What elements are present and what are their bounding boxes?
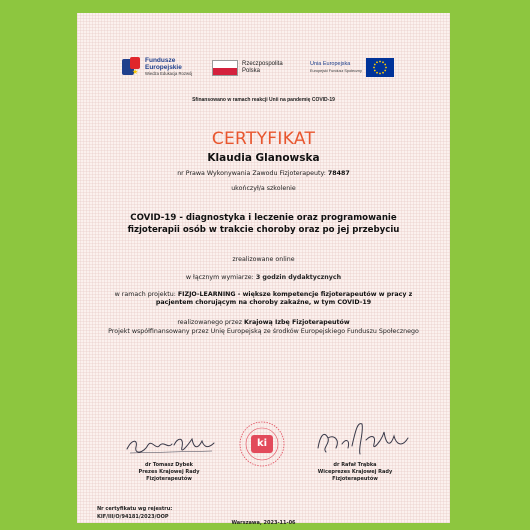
- stamp-ki-text: ki: [256, 438, 268, 449]
- course-title-line2: fizjoterapii osób w trakcie choroby oraz po jej przebyciu: [127, 225, 400, 235]
- signer-left-role2: Fizjoterapeutów: [146, 476, 192, 482]
- signature-right: [312, 418, 417, 463]
- signature-left: [122, 431, 222, 459]
- pl-line2: Polska: [242, 68, 261, 74]
- fe-star-icon: ★: [122, 57, 142, 77]
- fe-subtitle: Wiedza Edukacja Rozwój: [145, 71, 193, 76]
- licence-label: nr Prawa Wykonywania Zawodu Fizjoterapeuty:: [177, 170, 326, 177]
- licence-number: 78487: [327, 170, 350, 177]
- signer-right: [285, 462, 425, 483]
- ue-title: Unia Europejska: [310, 61, 351, 67]
- registry-number: [97, 505, 172, 521]
- signer-left-name: dr Tomasz Dybek: [145, 462, 193, 468]
- recipient-name: Klaudia Glanowska: [207, 152, 320, 164]
- delivery-mode: zrealizowane online: [232, 256, 295, 263]
- project-prefix: w ramach projektu:: [114, 291, 176, 298]
- completed-text: ukończył/a szkolenie: [231, 185, 296, 192]
- pl-line1: Rzeczpospolita: [242, 61, 283, 67]
- hours-prefix: w łącznym wymiarze:: [185, 274, 254, 281]
- signer-left-role1: Prezes Krajowej Rady: [138, 469, 200, 475]
- ue-subtitle: Europejski Fundusz Społeczny: [310, 69, 362, 73]
- licence-line: [77, 170, 450, 177]
- signer-right-role2: Fizjoterapeutów: [332, 476, 378, 482]
- certificate-sheet: [77, 13, 450, 526]
- eu-flag-icon: [366, 58, 394, 77]
- signer-right-role1: Wiceprezes Krajowej Rady: [317, 469, 393, 475]
- hours-value: 3 godzin dydaktycznych: [255, 274, 342, 281]
- org-prefix: realizowanego przez: [177, 319, 242, 326]
- issue-place-date: Warszawa, 2023-11-06: [231, 520, 296, 526]
- registry-label: Nr certyfikatu wg rejestru:: [97, 506, 173, 512]
- cofinance-note: Projekt współfinansowany przez Unię Europejską ze środków Europejskiego Funduszu Społecznego: [108, 328, 419, 335]
- funding-note: Sfinansowano w ramach reakcji Unii na pandemię COVID-19: [192, 97, 335, 103]
- course-title: [77, 212, 450, 236]
- fe-title-line1: Fundusze: [145, 57, 176, 64]
- project-name: FIZJO-LEARNING - większe kompetencje fizjoterapeutów w pracy z pacjentem chorującym na choroby zakaźne, w tym COVID-19: [155, 291, 413, 306]
- kif-stamp: [237, 419, 287, 469]
- hours-line: [77, 274, 450, 281]
- certificate-heading: CERTYFIKAT: [211, 129, 316, 149]
- signer-left: [99, 462, 239, 483]
- fe-title-line2: Europejskie: [145, 64, 182, 71]
- signer-right-name: dr Rafał Trąbka: [333, 462, 377, 468]
- org-name: Krajową Izbę Fizjoterapeutów: [244, 319, 350, 326]
- unia-europejska-logo: [310, 58, 394, 77]
- registry-value: KIF/III/O/94181/2023/OOP: [97, 514, 169, 520]
- organizer-line: [77, 319, 450, 326]
- project-line: [97, 291, 430, 307]
- course-title-line1: COVID-19 - diagnostyka i leczenie oraz programowanie: [130, 213, 397, 223]
- fundusze-europejskie-logo: [122, 57, 192, 77]
- polish-flag-icon: [212, 60, 238, 76]
- polska-logo: [212, 60, 283, 76]
